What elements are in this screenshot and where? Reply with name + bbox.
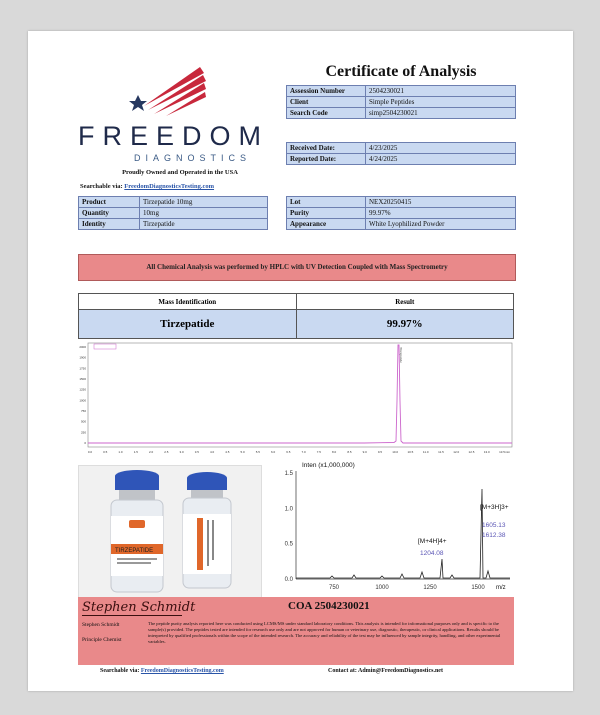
mass-spectrum-chart (270, 459, 516, 597)
table-header-row (79, 294, 514, 310)
table-row (79, 208, 268, 219)
appearance-key: Appearance (287, 219, 366, 230)
product-table (78, 196, 268, 230)
chrom-x-tick: 2.5 (164, 450, 169, 454)
chrom-y-tick: 1900 (79, 355, 86, 360)
signer-role: Principle Chemist (82, 637, 122, 643)
ms-y-label: Inten (x1,000,000) (302, 462, 355, 469)
table-row (287, 97, 516, 108)
accession-value: 2504230021 (366, 86, 516, 97)
method-banner: All Chemical Analysis was performed by HPLC with UV Detection Coupled with Mass Spectrometry (78, 254, 516, 281)
ms-y-tick: 1.0 (284, 506, 293, 513)
client-key: Client (287, 97, 366, 108)
client-value: Simple Peptides (366, 97, 516, 108)
tagline: Proudly Owned and Operated in the USA (122, 169, 238, 176)
accession-key: Assession Number (287, 86, 366, 97)
result-header: Result (296, 294, 514, 310)
reported-date-value: 4/24/2025 (366, 154, 516, 165)
searchable-label: Searchable via: (80, 183, 123, 190)
identity-key: Identity (79, 219, 140, 230)
signer-name: Stephen Schmidt (82, 622, 120, 628)
purity-key: Purity (287, 208, 366, 219)
signature-line (82, 615, 182, 616)
chrom-y-tick: 1000 (79, 398, 86, 403)
quantity-key: Quantity (79, 208, 140, 219)
vial-label-text: TIRZEPATIDE (115, 548, 154, 554)
peak2-label: [M+3H]3+ (480, 504, 509, 511)
chrom-x-tick: 6.5 (286, 450, 291, 454)
chrom-x-tick: 12.5 (468, 450, 475, 454)
flag-swoosh-icon (126, 61, 206, 116)
certificate-sheet (28, 31, 573, 691)
footer-searchable (100, 668, 224, 674)
dates-table (286, 142, 516, 165)
chromatogram-frame (88, 343, 512, 447)
peak-label: Tirzepatide (399, 347, 403, 363)
peak2-value-a: 1605.13 (482, 522, 506, 529)
ms-x-tick: 750 (328, 585, 340, 591)
chrom-x-tick: 3.5 (194, 450, 199, 454)
lot-value: NEX20250415 (366, 197, 516, 208)
chrom-x-tick: 5.0 (240, 450, 245, 454)
brand-name: FREEDOM (78, 121, 269, 151)
vial-photo (78, 465, 262, 601)
result-value: 99.97% (296, 310, 514, 339)
footer-contact[interactable]: Contact at: Admin@FreedomDiagnostics.net (328, 668, 443, 674)
freedom-diagnostics-logo (78, 61, 268, 171)
reported-date-key: Reported Date: (287, 154, 366, 165)
chrom-x-tick: 9.0 (362, 450, 367, 454)
chrom-x-tick: 2.0 (148, 450, 154, 454)
ms-x-tick: 1250 (423, 585, 437, 591)
peak2-value-b: 1612.38 (482, 532, 506, 539)
chrom-y-tick: 500 (80, 419, 86, 424)
mass-id-value: Tirzepatide (79, 310, 297, 339)
chrom-x-tick: 1.5 (133, 450, 138, 454)
ms-x-tick: 1500 (471, 585, 485, 591)
chrom-y-tick: 2000 (79, 345, 86, 349)
ms-y-tick: 0.0 (284, 577, 293, 583)
chrom-x-tick: 11.0 (422, 450, 429, 454)
searchable-link[interactable]: FreedomDiagnosticsTesting.com (124, 183, 215, 190)
chrom-y-tick: 0 (84, 441, 86, 445)
brand-subtitle: DIAGNOSTICS (134, 153, 252, 163)
chrom-x-tick: 0.5 (103, 450, 108, 454)
chrom-x-tick: 4.0 (209, 450, 215, 454)
chrom-y-tick: 250 (80, 430, 86, 435)
chrom-x-tick: 5.5 (255, 450, 260, 454)
table-row (79, 310, 514, 339)
table-row (287, 154, 516, 165)
ms-x-tick: 1000 (375, 585, 389, 591)
peak1-label: [M+4H]4+ (418, 538, 447, 545)
mass-identification-table (78, 293, 514, 339)
disclaimer-text: The peptide purity analysis reported here was conducted using LCMS/MS under standard laboratory conditions. This analysis is intended for informational purposes only and is specific to the sample(s) provided. The peptides tested are intended for research use only and are not approved for human or veterinary use, diagnostic, therapeutic, or clinical applications. Results should be interpreted by qualified professionals within the scope of the intended research. The accuracy and reliability of the test may be influenced by sample integrity, handling, and other experimental variables. (148, 621, 501, 644)
chrom-x-tick: 8.5 (347, 450, 352, 454)
footer-searchable-label: Searchable via: (100, 668, 140, 674)
purity-value: 99.97% (366, 208, 516, 219)
chrom-y-tick: 1250 (79, 387, 86, 392)
chrom-x-tick: 13.5 (499, 450, 505, 454)
ms-spectrum-trace (296, 489, 510, 578)
chrom-x-tick: 6.0 (271, 450, 276, 454)
signature-box (78, 597, 514, 665)
chrom-x-tick: 7.5 (316, 450, 321, 454)
chrom-x-tick: 0.0 (87, 450, 93, 454)
quantity-value: 10mg (140, 208, 268, 219)
signature: Stephen Schmidt (82, 600, 196, 615)
chrom-y-tick: 1750 (79, 366, 86, 371)
received-date-value: 4/23/2025 (366, 143, 516, 154)
table-row (287, 208, 516, 219)
identity-value: Tirzepatide (140, 219, 268, 230)
ms-x-unit: m/z (496, 585, 506, 591)
lot-key: Lot (287, 197, 366, 208)
table-row (287, 197, 516, 208)
appearance-value: White Lyophilized Powder (366, 219, 516, 230)
chrom-x-tick: 13.0 (483, 450, 490, 454)
chrom-x-tick: 3.0 (179, 450, 184, 454)
chrom-x-tick: 11.5 (438, 450, 444, 454)
hplc-chromatogram (74, 341, 516, 461)
table-row (287, 108, 516, 119)
chrom-x-tick: 12.0 (453, 450, 460, 454)
peak1-value: 1204.08 (420, 550, 444, 557)
mass-id-header: Mass Identification (79, 294, 297, 310)
table-row (287, 219, 516, 230)
chrom-x-tick: 8.0 (332, 450, 337, 454)
footer-searchable-link[interactable]: FreedomDiagnosticsTesting.com (140, 668, 224, 674)
search-code-value: simp2504230021 (366, 108, 516, 119)
accession-table (286, 85, 516, 119)
table-row (287, 86, 516, 97)
chrom-x-tick: 7.0 (301, 450, 306, 454)
chrom-y-tick: 1500 (79, 377, 86, 381)
table-row (79, 219, 268, 230)
table-row (79, 197, 268, 208)
page-title: Certificate of Analysis (325, 63, 477, 80)
chrom-x-tick: 9.5 (377, 450, 383, 454)
lot-table (286, 196, 516, 230)
table-row (287, 143, 516, 154)
ms-y-tick: 0.5 (284, 541, 293, 548)
chrom-x-tick: 10.0 (392, 450, 399, 454)
vials-image (79, 466, 261, 600)
chrom-y-tick: 750 (80, 409, 86, 413)
chrom-x-tick: 10.5 (407, 450, 414, 454)
chrom-x-tick: 4.5 (225, 450, 230, 454)
coa-number: COA 2504230021 (288, 600, 370, 612)
product-value: Tirzepatide 10mg (140, 197, 268, 208)
chrom-x-unit: min (505, 450, 510, 454)
chrom-x-tick: 1.0 (118, 450, 123, 454)
product-key: Product (79, 197, 140, 208)
searchable-top (80, 183, 214, 190)
received-date-key: Received Date: (287, 143, 366, 154)
ms-y-tick: 1.5 (284, 471, 293, 477)
search-code-key: Search Code (287, 108, 366, 119)
